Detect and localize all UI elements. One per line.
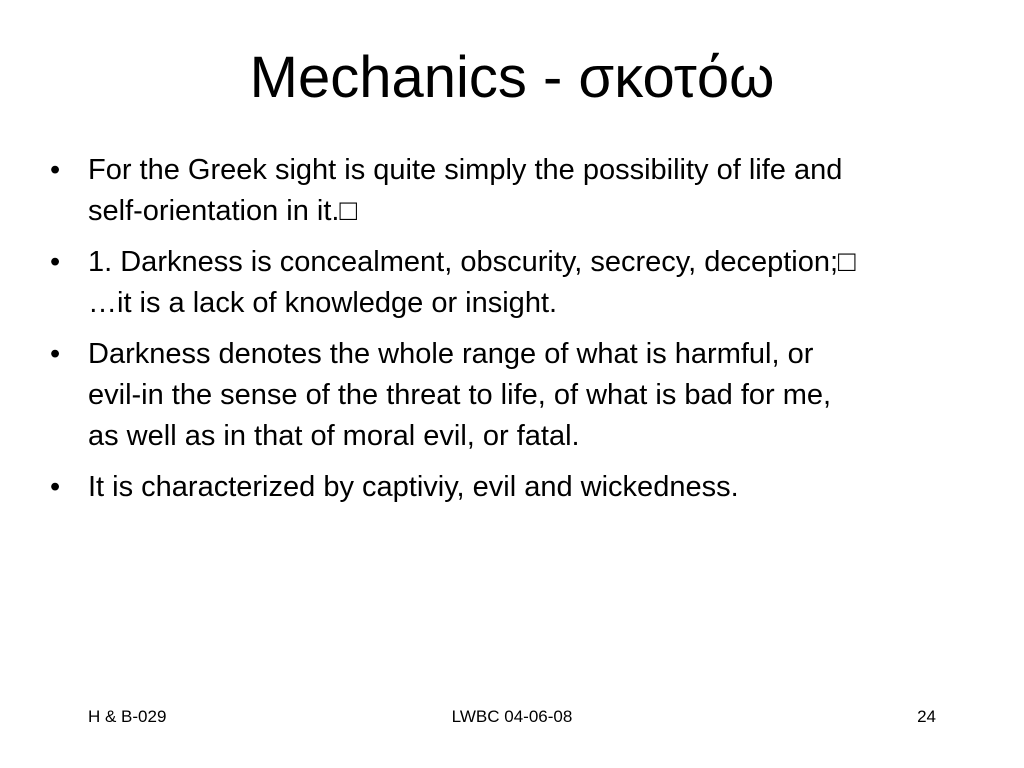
slide-title: Mechanics - σκοτόω	[249, 45, 775, 110]
bullet-icon: •	[50, 154, 61, 186]
bullet-item	[50, 242, 995, 324]
bullet-text-line: 1. Darkness is concealment, obscurity, secrecy, deception;□	[88, 246, 856, 278]
bullet-item	[50, 467, 995, 508]
bullet-icon: •	[50, 338, 61, 370]
bullet-icon: •	[50, 246, 61, 278]
bullet-text-line: For the Greek sight is quite simply the possibility of life and	[88, 154, 843, 186]
bullet-list	[50, 150, 995, 518]
bullet-text-line: It is characterized by captiviy, evil and wickedness.	[88, 471, 739, 503]
bullet-icon: •	[50, 471, 61, 503]
bullet-text-line: self-orientation in it.□	[88, 195, 357, 227]
bullet-text-line: evil-in the sense of the threat to life, of what is bad for me,	[88, 379, 832, 411]
bullet-text-line: as well as in that of moral evil, or fatal.	[88, 420, 580, 452]
bullet-item	[50, 334, 995, 457]
bullet-item	[50, 150, 995, 232]
bullet-text-line: …it is a lack of knowledge or insight.	[88, 287, 558, 319]
footer-left-text: H & B-029	[88, 707, 167, 726]
footer-center-text: LWBC 04-06-08	[451, 707, 573, 726]
bullet-text-line: Darkness denotes the whole range of what is harmful, or	[88, 338, 814, 370]
page-number: 24	[917, 707, 936, 726]
